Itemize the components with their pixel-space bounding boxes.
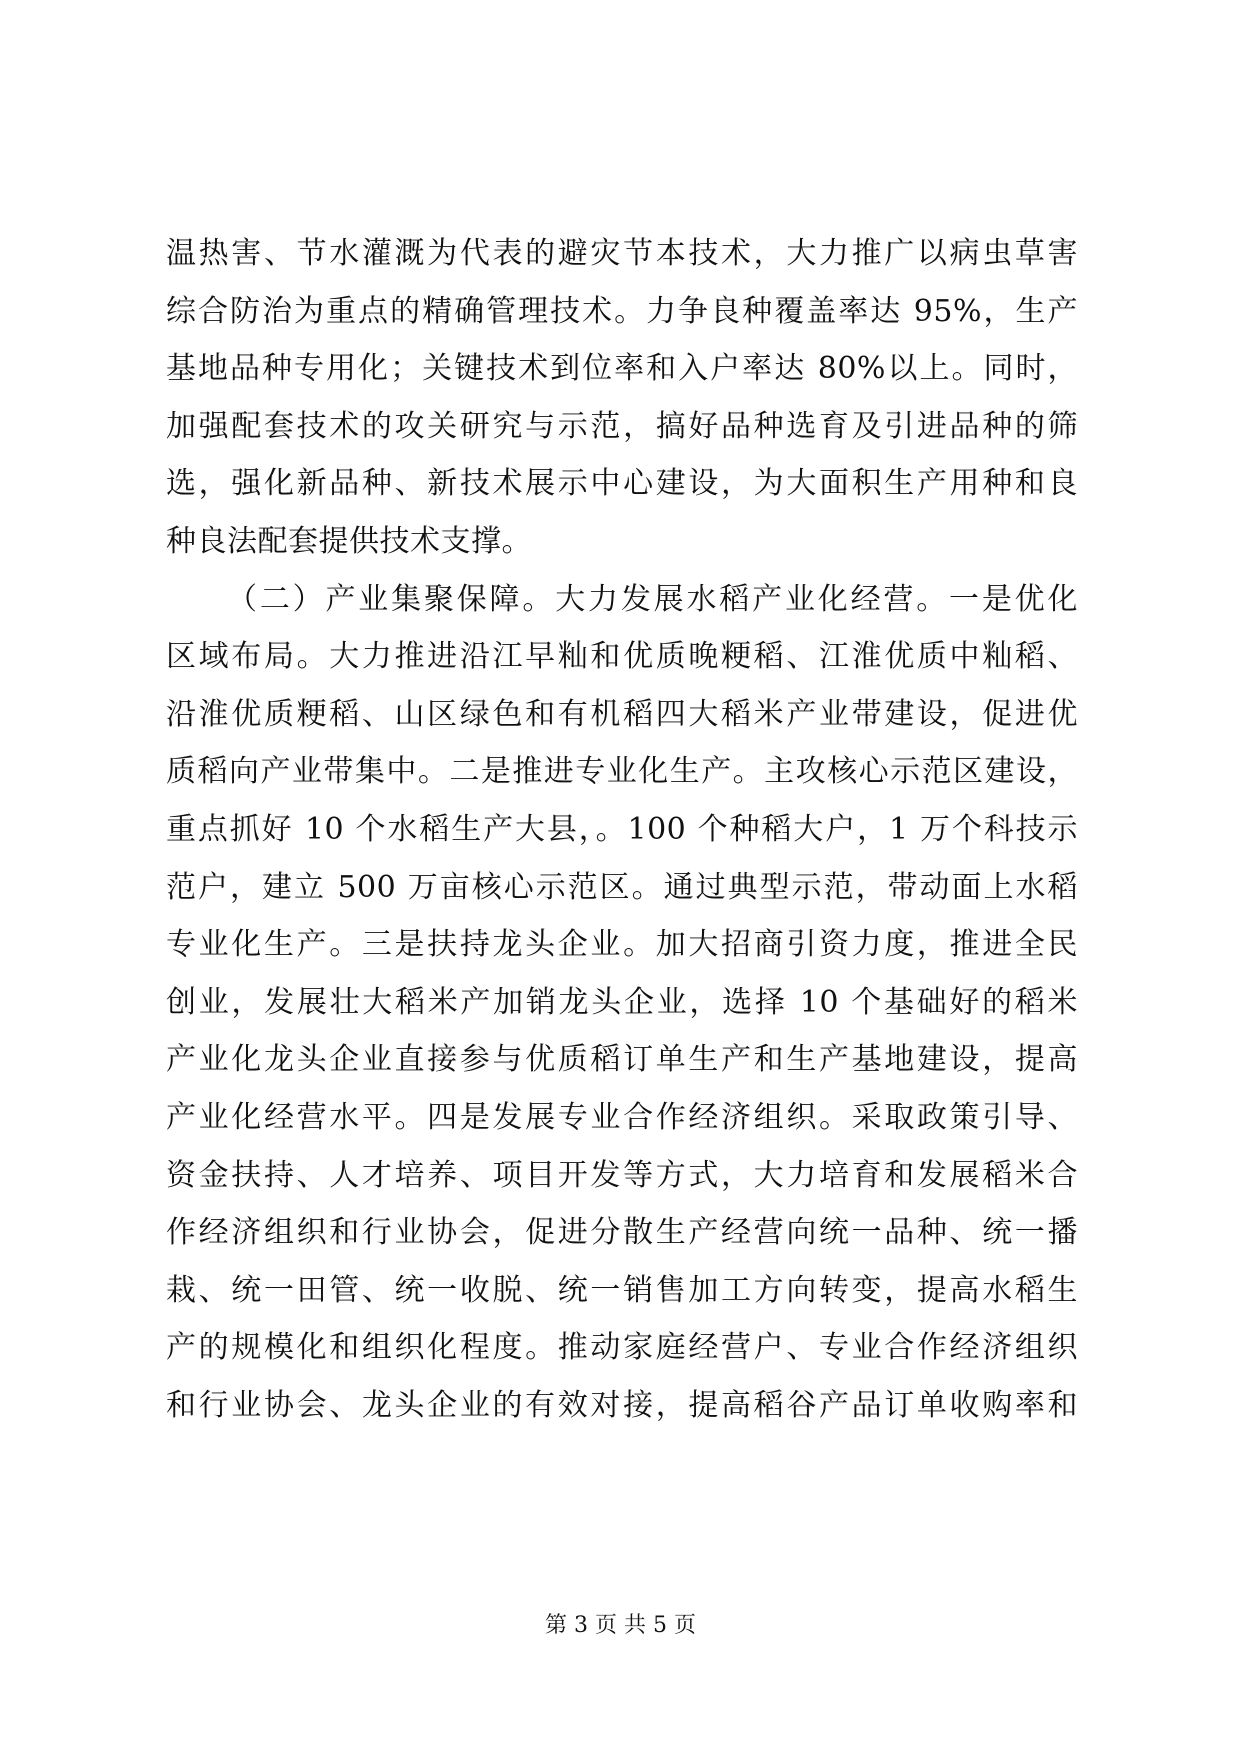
body-text [166,225,1078,1434]
text-line: 重点抓好 10 个水稻生产大县，。100 个种稻大户，1 万个科技示 [166,811,1078,847]
text-line: 质稻向产业带集中。二是推进专业化生产。主攻核心示范区建设， [166,754,1078,790]
text-line: 资金扶持、人才培养、项目开发等方式，大力培育和发展稻米合 [166,1157,1078,1193]
text-line: 种良法配套提供技术支撑。 [166,523,532,559]
page-number: 第 3 页 共 5 页 [545,1613,696,1638]
text-line: 基地品种专用化；关键技术到位率和入户率达 80%以上。同时， [166,351,1078,387]
paragraph-1 [166,225,1078,571]
paragraph-2 [166,571,1078,1435]
text-line: 创业，发展壮大稻米产加销龙头企业，选择 10 个基础好的稻米 [166,984,1078,1020]
text-line: 栽、统一田管、统一收脱、统一销售加工方向转变，提高水稻生 [166,1272,1078,1308]
text-line: 综合防治为重点的精确管理技术。力争良种覆盖率达 95%，生产 [166,293,1078,329]
page-footer [0,1612,1241,1640]
text-line: 温热害、节水灌溉为代表的避灾节本技术，大力推广以病虫草害 [166,236,1078,271]
text-line: 沿淮优质粳稻、山区绿色和有机稻四大稻米产业带建设，促进优 [166,696,1078,732]
text-line: 范户，建立 500 万亩核心示范区。通过典型示范，带动面上水稻 [166,869,1078,905]
text-line: （二）产业集聚保障。大力发展水稻产业化经营。一是优化 [227,581,1078,617]
text-line: 产的规模化和组织化程度。推动家庭经营户、专业合作经济组织 [166,1330,1078,1366]
text-line: 选，强化新品种、新技术展示中心建设，为大面积生产用种和良 [166,466,1078,502]
text-line: 产业化经营水平。四是发展专业合作经济组织。采取政策引导、 [166,1099,1078,1135]
text-line: 加强配套技术的攻关研究与示范，搞好品种选育及引进品种的筛 [166,408,1078,444]
text-line: 区域布局。大力推进沿江早籼和优质晚粳稻、江淮优质中籼稻、 [166,639,1078,675]
text-line: 产业化龙头企业直接参与优质稻订单生产和生产基地建设，提高 [166,1042,1078,1078]
text-line: 和行业协会、龙头企业的有效对接，提高稻谷产品订单收购率和 [166,1387,1078,1423]
text-line: 作经济组织和行业协会，促进分散生产经营向统一品种、统一播 [166,1215,1078,1251]
text-line: 专业化生产。三是扶持龙头企业。加大招商引资力度，推进全民 [166,927,1078,963]
